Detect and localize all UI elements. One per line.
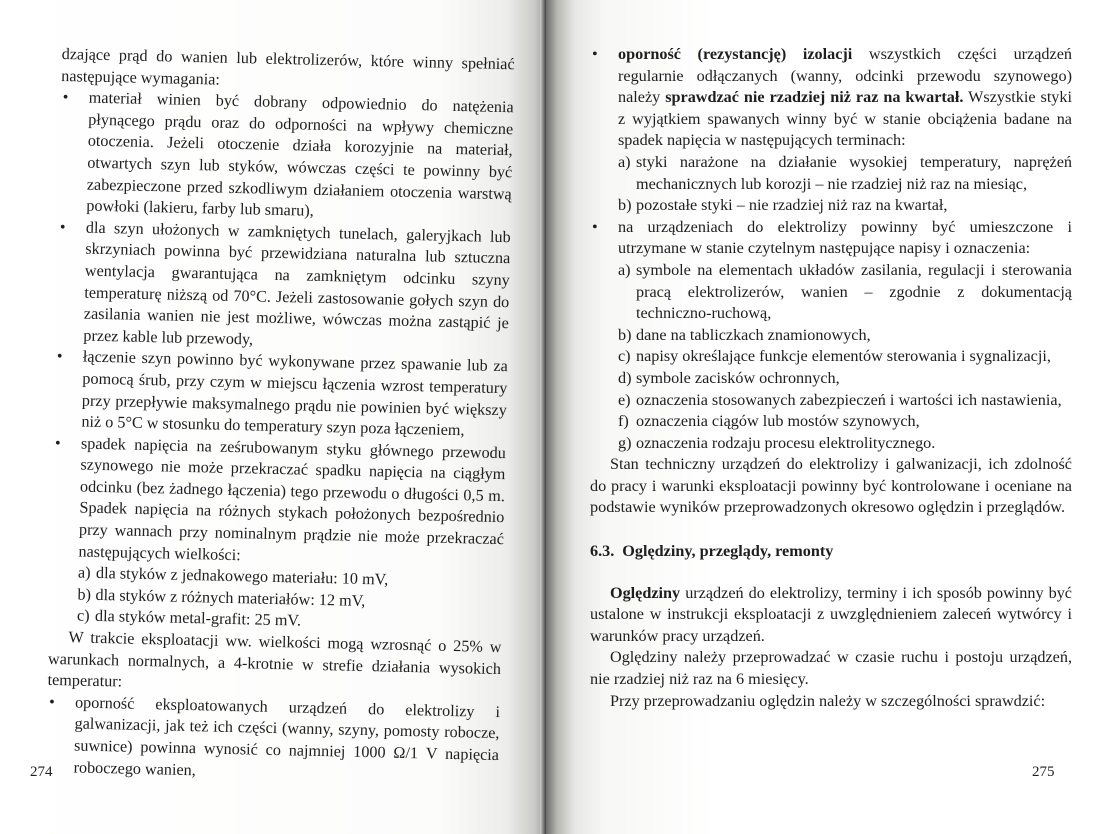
body-paragraph: Stan techniczny urządzeń do elektrolizy i galwanizacji, ich zdolność do pracy i warunki eksploatacji powinny być kontrolowane i oceniane na podstawie wyników przeprowadzonych okresowo oględzin i przeglądów. xyxy=(590,455,1072,517)
section-heading xyxy=(590,541,1072,563)
sub-item-marker: g) xyxy=(618,433,632,452)
sub-item xyxy=(590,433,1072,455)
bold-term: oporność (rezystancję) izolacji xyxy=(618,45,853,63)
sub-item-text: dane na tabliczkach znamionowych, xyxy=(636,325,871,344)
left-page-text xyxy=(45,44,515,788)
sub-item-text: dla styków metal-grafit: 25 mV. xyxy=(94,607,302,631)
sub-item-marker: d) xyxy=(618,368,632,387)
sub-item-text: dla styków z różnych materiałów: 12 mV, xyxy=(95,585,366,610)
sub-item-marker: b) xyxy=(77,585,92,604)
page-number: 275 xyxy=(1032,764,1055,780)
sub-item-text: oznaczenia stosowanych zabezpieczeń i wartości ich nastawienia, xyxy=(636,390,1062,409)
sub-item-marker: a) xyxy=(618,260,631,279)
bullet-item: • oporność eksploatowanych urządzeń do elektrolizy i galwanizacji, jak też ich części (wanny, szyny, pomosty robocze, suwnice) powinna wynosić co najmniej 1000 Ω/1 V napięcia roboczego wanien, xyxy=(45,692,500,789)
sub-item-marker: a) xyxy=(77,563,91,583)
bullet-item: • materiał winien być dobrany odpowiednio do natężenia płynącego prądu oraz do odporności na wpływy chemiczne otoczenia. Jeżeli otoczenie działa korozyjnie na materiał, otwartych szyn lub styków, wówczas części te powinny być zabezpieczone przed szkodliwym działaniem otoczenia warstwą powłoki (lakieru, farby lub smaru), xyxy=(58,87,514,227)
right-page-text xyxy=(590,44,1072,712)
sub-item-text: styki narażone na działanie wysokiej temperatury, naprężeń mechanicznych lub korozji – nie rzadziej niż raz na miesiąc, xyxy=(636,152,1072,193)
bullet-text: wszystkich części urządzeń regularnie odłączanych (wanny, odcinki przewodu szynowego) należy xyxy=(618,45,1072,107)
sub-item xyxy=(590,346,1072,368)
sub-item xyxy=(590,390,1072,412)
sub-item-text: napisy określające funkcje elementów sterowania i sygnalizacji, xyxy=(636,347,1051,366)
sub-item-marker: b) xyxy=(618,196,632,215)
sub-item xyxy=(590,152,1072,195)
sub-item-text: symbole na elementach układów zasilania, regulacji i sterowania pracą elektrolizerów, wanien – zgodnie z dokumentacją techniczno-ruchową, xyxy=(636,260,1072,323)
bullet-item: • łączenie szyn powinno być wykonywane przez spawanie lub za pomocą śrub, przy czym w miejscu łączenia wzrost temperatury przy przepływie maksymalnego prądu nie powinien być większy niż o 5°C w stosunku do temperatury szyn poza łączeniem, xyxy=(53,346,508,443)
sub-item-marker: c) xyxy=(618,347,631,366)
bullet-item: • dla szyn ułożonych w zamkniętych tunelach, galeryjkach lub skrzyniach powinna być przewidziana naturalna lub sztuczna wentylacja gwarantująca na zamkniętym odcinku szyny temperaturę niższą od 70°C. Jeżeli zastosowanie gołych szyn do zasilania wanien nie jest możliwe, wówczas można zastąpić je przez kable lub przewody, xyxy=(55,217,511,357)
sub-item-text: symbole zacisków ochronnych, xyxy=(636,368,840,387)
sub-item xyxy=(590,325,1072,347)
bullet-item: • spadek napięcia na ześrubowanym styku głównego przewodu szynowego nie może przekraczać spadku napięcia na ciągłym odcinku (bez żadnego łączenia) tego przewodu o długości 0,5 m. Spadek napięcia na różnych stykach położonych bezpośrednio przy wannach przy nominalnym prądzie nie może przekraczać następujących wielkości: xyxy=(50,433,506,573)
sub-item-text: pozostałe styki – nie rzadziej niż raz na kwartał, xyxy=(636,196,948,215)
section-number: 6.3. xyxy=(590,542,615,561)
sub-item xyxy=(590,368,1072,390)
sub-item-marker: e) xyxy=(618,390,631,409)
intro-paragraph: dzające prąd do wanien lub elektrolizerów, które winny spełniać następujące wymagania: xyxy=(61,44,515,89)
body-paragraph: Przy przeprowadzaniu oględzin należy w szczególności sprawdzić: xyxy=(610,691,1046,710)
sub-item xyxy=(590,260,1072,325)
body-paragraph: Oględziny należy przeprowadzać w czasie ruchu i postoju urządzeń, nie rzadziej niż raz na 6 miesięcy. xyxy=(590,648,1072,689)
sub-item-text: oznaczenia ciągów lub mostów szynowych, xyxy=(636,412,920,431)
bold-term: sprawdzać nie rzadziej niż raz na kwartał. xyxy=(665,88,964,107)
bullet-text: Wszystkie styki z wyjątkiem spawanych winny być w stanie obciążenia badane na spadek napięcia w następujących terminach: xyxy=(618,88,1072,150)
sub-item-marker: c) xyxy=(76,606,90,626)
sub-item-marker: a) xyxy=(618,152,631,171)
bold-term: Oględziny xyxy=(610,583,681,602)
body-paragraph xyxy=(590,583,1072,648)
bullet-item: • na urządzeniach do elektrolizy powinny być umieszczone i utrzymane w stanie czytelnym następujące napisy i oznaczenia: xyxy=(590,217,1072,260)
body-paragraph: W trakcie eksploatacji ww. wielkości mogą wzrosnąć o 25% w warunkach normalnych, a 4-krotnie w strefie działania wysokich temperatur: xyxy=(47,628,502,691)
sub-item xyxy=(590,411,1072,433)
sub-item-text: dla styków z jednakowego materiału: 10 mV, xyxy=(95,564,389,589)
page-number: 274 xyxy=(30,764,53,780)
left-page xyxy=(0,0,546,834)
sub-item-marker: b) xyxy=(618,325,632,344)
sub-item xyxy=(590,195,1072,217)
paragraph-text: urządzeń do elektrolizy, terminy i ich sposób powinny być ustalone w instrukcji eksploatacji z uwzględnieniem zaleceń wytwórcy i warunków pracy urządzeń. xyxy=(590,583,1072,645)
sub-item-text: oznaczenia rodzaju procesu elektrolitycznego. xyxy=(636,433,936,452)
section-title: Oględziny, przeglądy, remonty xyxy=(622,542,834,561)
right-page xyxy=(546,0,1112,834)
sub-item-marker: f) xyxy=(618,412,629,431)
bullet-item xyxy=(590,44,1072,152)
